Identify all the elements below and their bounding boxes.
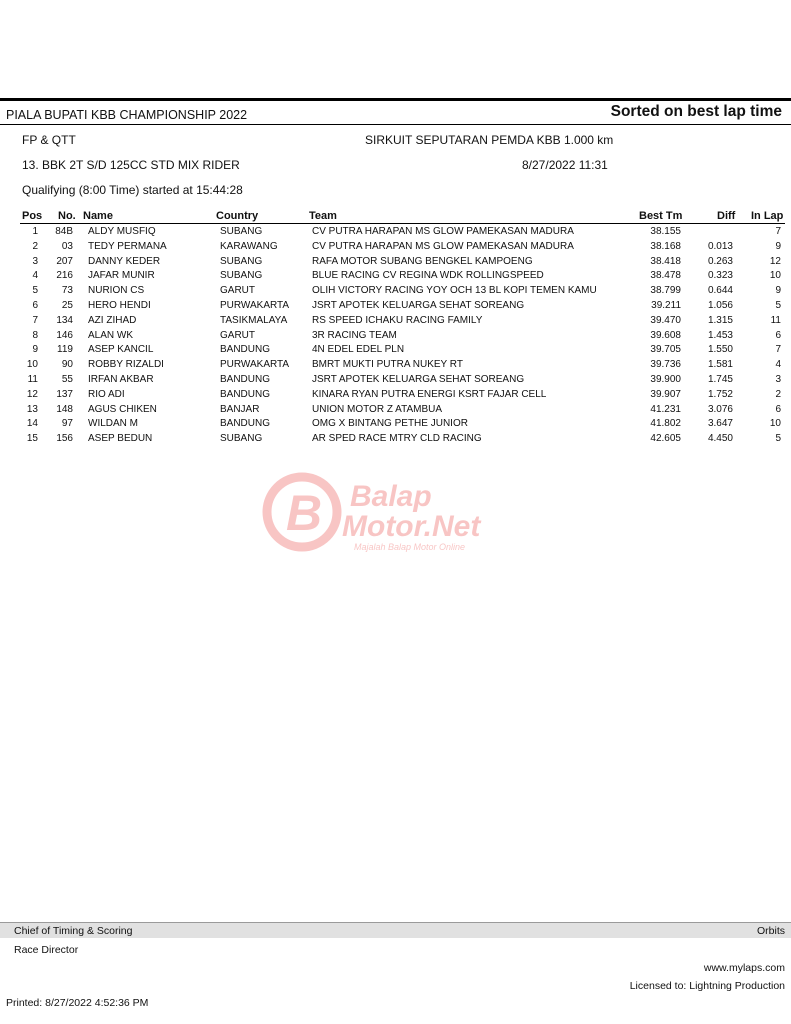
row-country: BANDUNG	[220, 344, 271, 356]
col-team: Team	[309, 210, 337, 222]
row-name: ASEP KANCIL	[88, 344, 154, 356]
table-row	[0, 225, 791, 240]
table-row	[0, 284, 791, 299]
row-best-time: 38.799	[650, 285, 681, 297]
table-row	[0, 403, 791, 418]
row-team: 3R RACING TEAM	[312, 329, 397, 341]
col-name: Name	[83, 210, 113, 222]
row-country: BANDUNG	[220, 388, 271, 400]
sort-label: Sorted on best lap time	[610, 103, 782, 120]
watermark-logo-letter: B	[286, 485, 323, 541]
row-number: 90	[61, 359, 73, 371]
row-pos: 5	[32, 285, 38, 297]
watermark-line2: Motor.Net	[342, 510, 481, 543]
col-country: Country	[216, 210, 259, 222]
row-country: PURWAKARTA	[220, 299, 290, 311]
col-best-time: Best Tm	[639, 210, 683, 222]
row-team: UNION MOTOR Z ATAMBUA	[312, 403, 443, 415]
row-name: RIO ADI	[88, 388, 125, 400]
row-diff: 4.450	[707, 433, 733, 445]
row-best-time: 38.418	[650, 255, 681, 267]
row-in-lap: 10	[769, 418, 781, 430]
balapmotor-watermark	[262, 470, 532, 555]
header-underline	[20, 223, 785, 224]
table-row	[0, 388, 791, 403]
row-pos: 3	[32, 255, 38, 267]
row-team: OMG X BINTANG PETHE JUNIOR	[312, 418, 468, 430]
row-diff: 3.647	[707, 418, 733, 430]
chief-of-timing: Chief of Timing & Scoring	[14, 925, 133, 937]
row-best-time: 38.155	[650, 226, 681, 237]
row-country: TASIKMALAYA	[220, 314, 288, 326]
row-number: 134	[56, 314, 73, 326]
row-pos: 12	[26, 388, 38, 400]
row-best-time: 39.211	[651, 299, 681, 311]
row-best-time: 42.605	[650, 433, 681, 445]
row-country: SUBANG	[220, 226, 263, 237]
row-pos: 8	[32, 329, 38, 341]
col-pos: Pos	[22, 210, 43, 222]
license-info: Licensed to: Lightning Production	[629, 980, 785, 992]
table-row	[0, 417, 791, 432]
qualifying-info: Qualifying (8:00 Time) started at 15:44:28	[22, 183, 243, 197]
row-country: BANDUNG	[220, 373, 271, 385]
orbits-label: Orbits	[756, 925, 785, 937]
header-rule	[0, 124, 791, 125]
results-table	[0, 225, 791, 447]
race-director: Race Director	[14, 944, 79, 956]
row-in-lap: 11	[770, 314, 781, 326]
row-in-lap: 9	[775, 240, 781, 252]
row-team: BMRT MUKTI PUTRA NUKEY RT	[312, 359, 463, 371]
table-row	[0, 358, 791, 373]
row-diff: 1.581	[707, 359, 733, 371]
table-row	[0, 269, 791, 284]
row-pos: 6	[32, 299, 38, 311]
row-diff: 0.263	[707, 255, 733, 267]
row-pos: 11	[27, 373, 38, 385]
table-row	[0, 255, 791, 270]
row-number: 207	[56, 255, 73, 267]
row-pos: 13	[26, 403, 38, 415]
col-no: No.	[58, 210, 76, 222]
row-in-lap: 6	[775, 403, 781, 415]
row-team: AR SPED RACE MTRY CLD RACING	[312, 433, 482, 445]
row-number: 119	[57, 344, 73, 356]
row-number: 84B	[55, 226, 73, 237]
row-name: AGUS CHIKEN	[88, 403, 157, 415]
row-team: JSRT APOTEK KELUARGA SEHAT SOREANG	[312, 373, 525, 385]
row-team: CV PUTRA HARAPAN MS GLOW PAMEKASAN MADURA	[312, 226, 574, 237]
row-country: BANDUNG	[220, 418, 271, 430]
printed-timestamp: Printed: 8/27/2022 4:52:36 PM	[6, 997, 149, 1009]
watermark-line1: Balap	[350, 480, 432, 513]
top-rule	[0, 98, 791, 101]
event-datetime: 8/27/2022 11:31	[522, 158, 608, 172]
row-best-time: 39.907	[650, 388, 681, 400]
row-pos: 2	[32, 240, 38, 252]
row-pos: 7	[32, 314, 38, 326]
row-name: AZI ZIHAD	[88, 314, 137, 326]
row-best-time: 38.168	[650, 240, 681, 252]
table-row	[0, 329, 791, 344]
row-in-lap: 2	[775, 388, 781, 400]
row-name: ALAN WK	[88, 329, 134, 341]
row-diff: 0.323	[707, 270, 733, 282]
row-diff: 1.056	[707, 299, 733, 311]
row-diff: 3.076	[707, 403, 733, 415]
row-best-time: 39.705	[650, 344, 681, 356]
row-country: PURWAKARTA	[220, 359, 290, 371]
row-team: RS SPEED ICHAKU RACING FAMILY	[312, 314, 483, 326]
row-best-time: 41.231	[650, 403, 681, 415]
row-name: IRFAN AKBAR	[88, 373, 154, 385]
col-diff: Diff	[717, 210, 736, 222]
row-diff: 0.644	[707, 285, 733, 297]
row-number: 137	[56, 388, 73, 400]
row-pos: 9	[32, 344, 38, 356]
row-name: TEDY PERMANA	[88, 240, 167, 252]
row-in-lap: 6	[775, 329, 781, 341]
row-country: GARUT	[220, 329, 255, 341]
row-in-lap: 5	[775, 433, 781, 445]
row-number: 148	[56, 403, 73, 415]
row-pos: 10	[26, 359, 38, 371]
session-name: FP & QTT	[22, 133, 76, 147]
table-row	[0, 240, 791, 255]
row-name: ASEP BEDUN	[88, 433, 153, 445]
table-row	[0, 343, 791, 358]
row-pos: 4	[32, 270, 38, 282]
row-diff: 1.752	[707, 388, 733, 400]
row-pos: 14	[26, 418, 38, 430]
row-number: 55	[61, 373, 73, 385]
row-pos: 15	[26, 433, 38, 445]
row-name: ROBBY RIZALDI	[88, 359, 164, 371]
row-number: 156	[56, 433, 73, 445]
row-name: HERO HENDI	[88, 299, 151, 311]
table-row	[0, 314, 791, 329]
row-number: 03	[61, 240, 73, 252]
championship-title: PIALA BUPATI KBB CHAMPIONSHIP 2022	[6, 108, 248, 122]
row-country: SUBANG	[220, 433, 263, 445]
row-name: WILDAN M	[88, 418, 138, 430]
event-name: 13. BBK 2T S/D 125CC STD MIX RIDER	[22, 158, 240, 172]
row-team: JSRT APOTEK KELUARGA SEHAT SOREANG	[312, 299, 525, 311]
row-in-lap: 3	[775, 373, 781, 385]
row-in-lap: 12	[769, 255, 781, 267]
row-in-lap: 4	[775, 359, 781, 371]
row-best-time: 41.802	[650, 418, 681, 430]
row-number: 25	[61, 299, 73, 311]
row-number: 97	[61, 418, 73, 430]
row-team: 4N EDEL EDEL PLN	[312, 344, 405, 356]
row-country: SUBANG	[220, 270, 263, 282]
row-in-lap: 9	[775, 285, 781, 297]
row-name: JAFAR MUNIR	[88, 270, 155, 282]
row-in-lap: 10	[769, 270, 781, 282]
row-country: SUBANG	[220, 255, 263, 267]
col-in-lap: In Lap	[751, 210, 784, 222]
row-diff: 1.315	[707, 314, 733, 326]
row-team: BLUE RACING CV REGINA WDK ROLLINGSPEED	[312, 270, 544, 282]
row-country: KARAWANG	[220, 240, 278, 252]
row-diff: 1.453	[707, 329, 733, 341]
row-best-time: 39.900	[650, 373, 681, 385]
row-team: KINARA RYAN PUTRA ENERGI KSRT FAJAR CELL	[312, 388, 547, 400]
row-pos: 1	[32, 226, 38, 237]
row-number: 73	[61, 285, 73, 297]
row-number: 146	[56, 329, 73, 341]
row-country: GARUT	[220, 285, 255, 297]
row-country: BANJAR	[220, 403, 260, 415]
row-number: 216	[56, 270, 73, 282]
row-best-time: 39.608	[650, 329, 681, 341]
row-diff: 0.013	[707, 240, 733, 252]
row-best-time: 39.470	[650, 314, 681, 326]
row-diff: 1.745	[707, 373, 733, 385]
table-row	[0, 299, 791, 314]
row-name: ALDY MUSFIQ	[88, 226, 156, 237]
watermark-tagline: Majalah Balap Motor Online	[354, 542, 466, 552]
mylaps-website: www.mylaps.com	[703, 962, 785, 974]
row-in-lap: 5	[775, 299, 781, 311]
row-team: OLIH VICTORY RACING YOY OCH 13 BL KOPI TEMEN KAMU	[312, 285, 597, 297]
row-name: NURION CS	[88, 285, 145, 297]
row-best-time: 38.478	[650, 270, 681, 282]
row-in-lap: 7	[775, 344, 781, 356]
row-name: DANNY KEDER	[88, 255, 161, 267]
row-best-time: 39.736	[650, 359, 681, 371]
row-in-lap: 7	[775, 226, 781, 237]
circuit-name: SIRKUIT SEPUTARAN PEMDA KBB 1.000 km	[365, 133, 614, 147]
table-row	[0, 432, 791, 447]
row-team: CV PUTRA HARAPAN MS GLOW PAMEKASAN MADURA	[312, 240, 574, 252]
table-row	[0, 373, 791, 388]
row-team: RAFA MOTOR SUBANG BENGKEL KAMPOENG	[312, 255, 533, 267]
row-diff: 1.550	[707, 344, 733, 356]
